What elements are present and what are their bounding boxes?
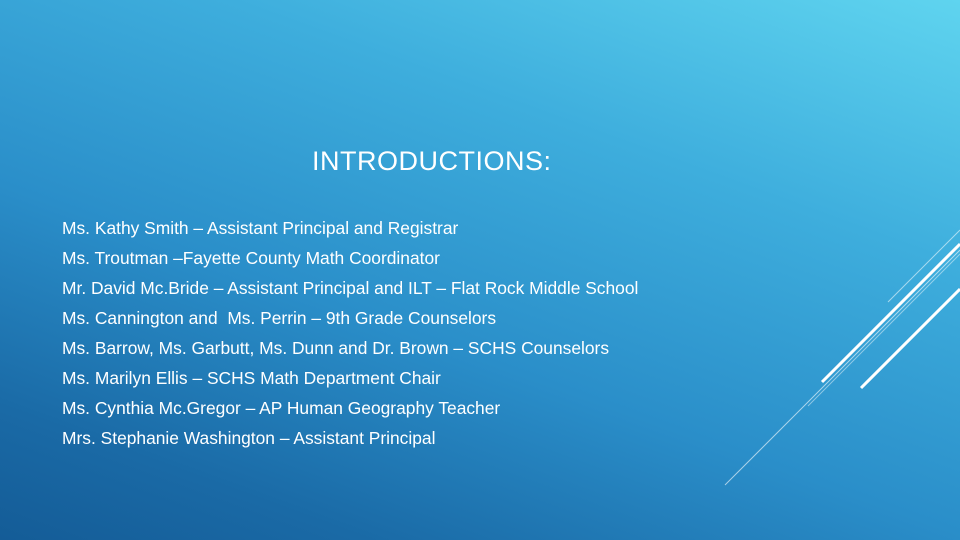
list-item: Ms. Troutman –Fayette County Math Coordinator bbox=[62, 248, 440, 268]
list-item: Ms. Cannington and Ms. Perrin – 9th Grade Counselors bbox=[62, 308, 497, 328]
list-item: Mr. David Mc.Bride – Assistant Principal and ILT – Flat Rock Middle School bbox=[62, 278, 639, 298]
introductions-list bbox=[62, 213, 638, 453]
decor-line-thin-middle bbox=[808, 254, 960, 406]
decor-line-thick-left bbox=[822, 244, 960, 382]
list-item: Ms. Barrow, Ms. Garbutt, Ms. Dunn and Dr. Brown – SCHS Counselors bbox=[62, 338, 610, 358]
list-item: Mrs. Stephanie Washington – Assistant Principal bbox=[62, 428, 436, 448]
list-item: Ms. Kathy Smith – Assistant Principal and Registrar bbox=[62, 218, 459, 238]
slide-title: INTRODUCTIONS: bbox=[312, 146, 552, 176]
decor-line-thin-upper bbox=[888, 230, 960, 302]
decor-line-thin-long bbox=[725, 250, 960, 485]
list-item: Ms. Cynthia Mc.Gregor – AP Human Geography Teacher bbox=[62, 398, 501, 418]
list-item: Ms. Marilyn Ellis – SCHS Math Department Chair bbox=[62, 368, 441, 388]
